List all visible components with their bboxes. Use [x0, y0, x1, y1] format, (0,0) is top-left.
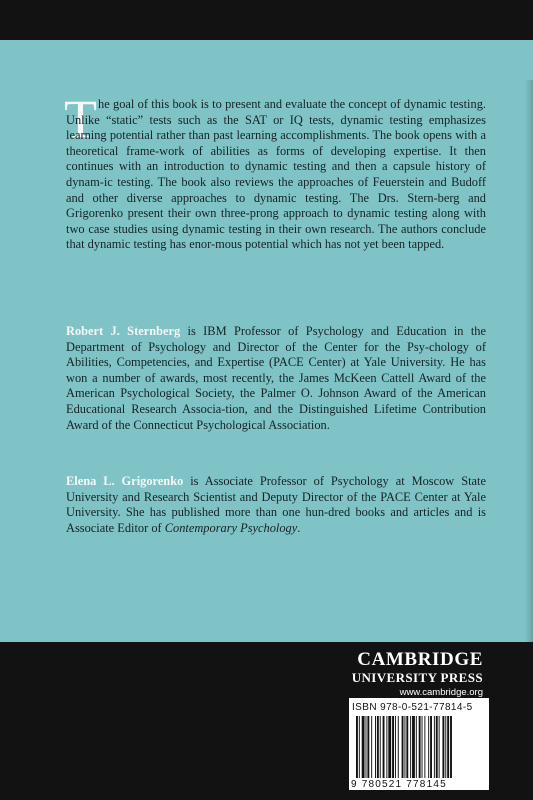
barcode-icon — [356, 716, 484, 778]
panel-edge-shadow — [525, 80, 533, 682]
bio-end-punct: . — [297, 520, 301, 535]
isbn-label: ISBN 978-0-521-77814-5 — [352, 702, 473, 713]
book-description: he goal of this book is to present and evaluate the concept of dynamic testing. Unlike “static” tests such as the SAT or IQ tests, dynamic testing emphasizes learning potential rather than past learning accomplishments. The book opens with a theoretical frame-work of abilities as forms of developing expertise. It then continues with an introduction to dynamic testing and then a capsule history of dynam-ic testing. The book also reviews the approaches of Feuerstein and Budoff and other diverse approaches to dynamic testing. The Drs. Stern-berg and Grigorenko present their own three-prong approach to dynamic testing along with two case studies using dynamic testing in their own research. The authors conclude that dynamic testing has enor-mous potential which has not yet been tapped. — [66, 97, 486, 252]
author-bio-text-sternberg: is IBM Professor of Psychology and Education in the Department of Psychology and Director of the Center for the Psy-chology of Abilities, Competencies, and Expertise (PACE Center) at Yale University. He has won a number of awards, most recently, the James McKeen Cattell Award of the American Psychological Society, the Palmer O. Johnson Award of the American Educational Research Associa-tion, and the Distinguished Lifetime Contribution Award of the Connecticut Psychological Association. — [66, 324, 486, 432]
drop-cap: T — [64, 89, 97, 149]
top-black-band — [0, 0, 533, 40]
publisher-url: www.cambridge.org — [399, 687, 483, 698]
publisher-name: CAMBRIDGE — [357, 649, 483, 670]
author-bio-sternberg — [66, 324, 486, 433]
author-name-grigorenko: Elena L. Grigorenko — [66, 474, 184, 488]
author-bio-text-grigorenko: is Associate Professor of Psychology at Moscow State University and Research Scientist and Deputy Director of the PACE Center at Yale University. She has published more than one hun-dred books and articles and is Associate Editor of — [66, 474, 486, 535]
barcode-digits: 9 780521 778145 — [351, 779, 447, 790]
author-name-sternberg: Robert J. Sternberg — [66, 324, 181, 338]
publisher-subtitle: UNIVERSITY PRESS — [351, 670, 483, 685]
publisher-logo — [348, 650, 483, 699]
description-panel — [0, 40, 533, 642]
author-bio-grigorenko — [66, 474, 486, 536]
journal-title: Contemporary Psychology — [164, 520, 298, 535]
